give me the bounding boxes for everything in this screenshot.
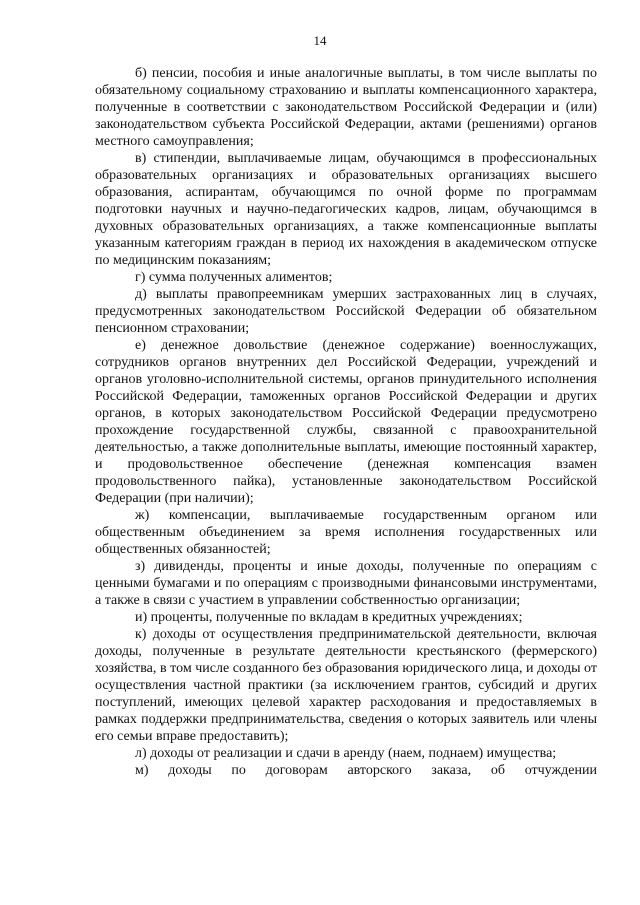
- paragraph-v-stipends: в) стипендии, выплачиваемые лицам, обучающимся в профессиональных образовательных организациях и образовательных организациях высшего образования, аспирантам, обучающимся по очной форме по программам подготовки научных и научно-педагогических кадров, лицам, обучающимся в духовных образовательных организациях, а также компенсационные выплаты указанным категориям граждан в период их нахождения в академическом отпуске по медицинским показаниям;: [95, 151, 597, 268]
- paragraph-zh-compensations: ж) компенсации, выплачиваемые государственным органом или общественным объединением за время исполнения государственных или общественных обязанностей;: [95, 508, 597, 557]
- paragraph-k-business-income: к) доходы от осуществления предпринимательской деятельности, включая доходы, полученные в результате деятельности крестьянского (фермерского) хозяйства, в том числе созданного без образования юридического лица, и доходы от осуществления частной практики (за исключением грантов, субсидий и других поступлений, имеющих целевой характер расходования и предоставляемых в рамках поддержки предпринимательства, сведения о которых заявитель или члены его семьи вправе предоставить);: [95, 627, 597, 744]
- paragraph-m-author-contracts: м) доходы по договорам авторского заказа, об отчуждении: [135, 763, 597, 778]
- paragraph-b-pensions: б) пенсии, пособия и иные аналогичные выплаты, в том числе выплаты по обязательному социальному страхованию и выплаты компенсационного характера, полученные в соответствии с законодательством Российской Федерации и (или) законодательством субъекта Российской Федерации, актами (решениями) органов местного самоуправления;: [95, 66, 597, 149]
- paragraph-z-dividends: з) дивиденды, проценты и иные доходы, полученные по операциям с ценными бумагами и по операциям с производными финансовыми инструментами, а также в связи с участием в управлении собственностью организации;: [95, 559, 597, 608]
- paragraph-i-interest: и) проценты, полученные по вкладам в кредитных учреждениях;: [135, 610, 523, 625]
- paragraph-d-successor-payments: д) выплаты правопреемникам умерших застрахованных лиц в случаях, предусмотренных законодательством Российской Федерации об обязательном пенсионном страховании;: [95, 287, 597, 336]
- paragraph-g-alimony: г) сумма полученных алиментов;: [135, 270, 333, 285]
- page-number: 14: [313, 33, 327, 48]
- paragraph-l-property-income: л) доходы от реализации и сдачи в аренду (наем, поднаем) имущества;: [135, 746, 557, 761]
- document-body: [95, 65, 597, 779]
- paragraph-e-allowance: е) денежное довольствие (денежное содержание) военнослужащих, сотрудников органов внутренних дел Российской Федерации, учреждений и органов уголовно-исполнительной системы, органов принудительного исполнения Российской Федерации, таможенных органов Российской Федерации и других органов, в которых законодательством Российской Федерации предусмотрено прохождение государственной службы, связанной с правоохранительной деятельностью, а также дополнительные выплаты, имеющие постоянный характер, и продовольственное обеспечение (денежная компенсация взамен продовольственного пайка), установленные законодательством Российской Федерации (при наличии);: [95, 338, 597, 506]
